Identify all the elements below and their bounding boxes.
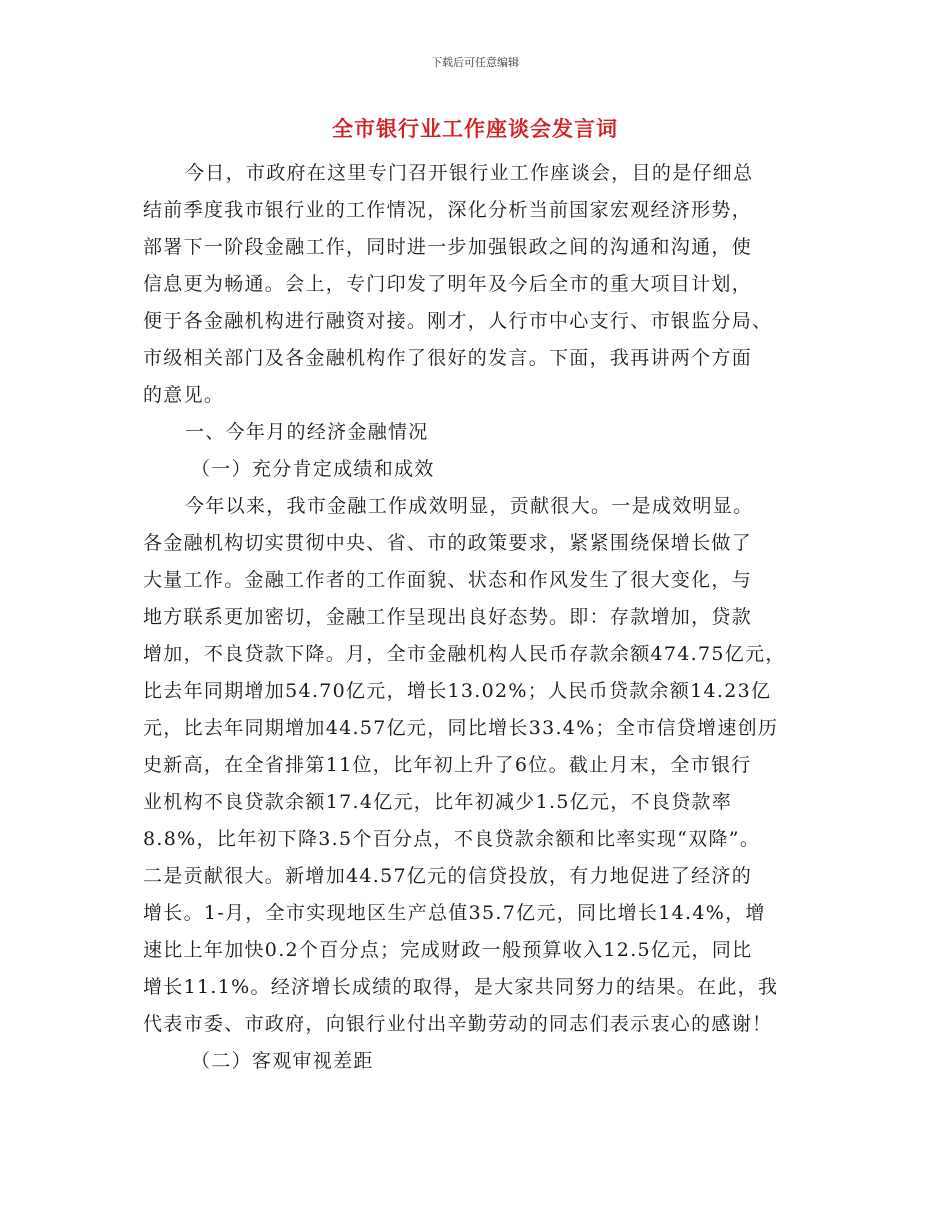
- paragraph-line: 8.8%，比年初下降3.5个百分点，不良贷款余额和比率实现“双降”。: [143, 828, 761, 850]
- paragraph-line: 速比上年加快0.2个百分点；完成财政一般预算收入12.5亿元，同比: [143, 939, 753, 961]
- paragraph-line: 便于各金融机构进行融资对接。刚才，人行市中心支行、市银监分局、: [143, 310, 773, 332]
- paragraph-line: 大量工作。金融工作者的工作面貌、状态和作风发生了很大变化，与: [143, 569, 753, 591]
- document-title: 全市银行业工作座谈会发言词: [332, 117, 618, 141]
- paragraph-line: 今日，市政府在这里专门召开银行业工作座谈会，目的是仔细总: [185, 162, 754, 184]
- subsection-heading: （一）充分肯定成绩和成效: [191, 458, 435, 480]
- paragraph-line: 各金融机构切实贯彻中央、省、市的政策要求，紧紧围绕保增长做了: [143, 532, 753, 554]
- paragraph-line: 增长。1-月，全市实现地区生产总值35.7亿元，同比增长14.4%，增: [143, 902, 766, 924]
- paragraph-line: 增加，不良贷款下降。月，全市金融机构人民币存款余额474.75亿元，: [143, 643, 786, 665]
- document-body: [143, 155, 813, 1080]
- paragraph-line: 市级相关部门及各金融机构作了很好的发言。下面，我再讲两个方面: [143, 347, 753, 369]
- paragraph-line: 二是贡献很大。新增加44.57亿元的信贷投放，有力地促进了经济的: [143, 865, 752, 887]
- paragraph-line: 业机构不良贷款余额17.4亿元，比年初减少1.5亿元，不良贷款率: [143, 791, 733, 813]
- paragraph-line: 的意见。: [143, 384, 225, 406]
- paragraph-line: 部署下一阶段金融工作，同时进一步加强银政之间的沟通和沟通，使: [143, 236, 753, 258]
- page-header: 下载后可任意编辑: [431, 56, 519, 69]
- paragraph-line: 信息更为畅通。会上，专门印发了明年及今后全市的重大项目计划，: [143, 273, 753, 295]
- subsection-heading: （二）客观审视差距: [191, 1050, 374, 1072]
- paragraph-line: 今年以来，我市金融工作成效明显，贡献很大。一是成效明显。: [185, 495, 754, 517]
- paragraph-line: 结前季度我市银行业的工作情况，深化分析当前国家宏观经济形势，: [143, 199, 753, 221]
- paragraph-line: 比去年同期增加54.70亿元，增长13.02%；人民币贷款余额14.23亿: [143, 680, 772, 702]
- paragraph-line: 史新高，在全省排第11位，比年初上升了6位。截止月末，全市银行: [143, 754, 752, 776]
- paragraph-line: 增长11.1%。经济增长成绩的取得，是大家共同努力的结果。在此，我: [143, 976, 779, 998]
- section-heading: 一、今年月的经济金融情况: [185, 421, 429, 443]
- paragraph-line: 代表市委、市政府，向银行业付出辛勤劳动的同志们表示衷心的感谢！: [143, 1013, 773, 1035]
- paragraph-line: 地方联系更加密切，金融工作呈现出良好态势。即：存款增加，贷款: [143, 606, 753, 628]
- paragraph-line: 元，比去年同期增加44.57亿元，同比增长33.4%；全市信贷增速创历: [143, 717, 779, 739]
